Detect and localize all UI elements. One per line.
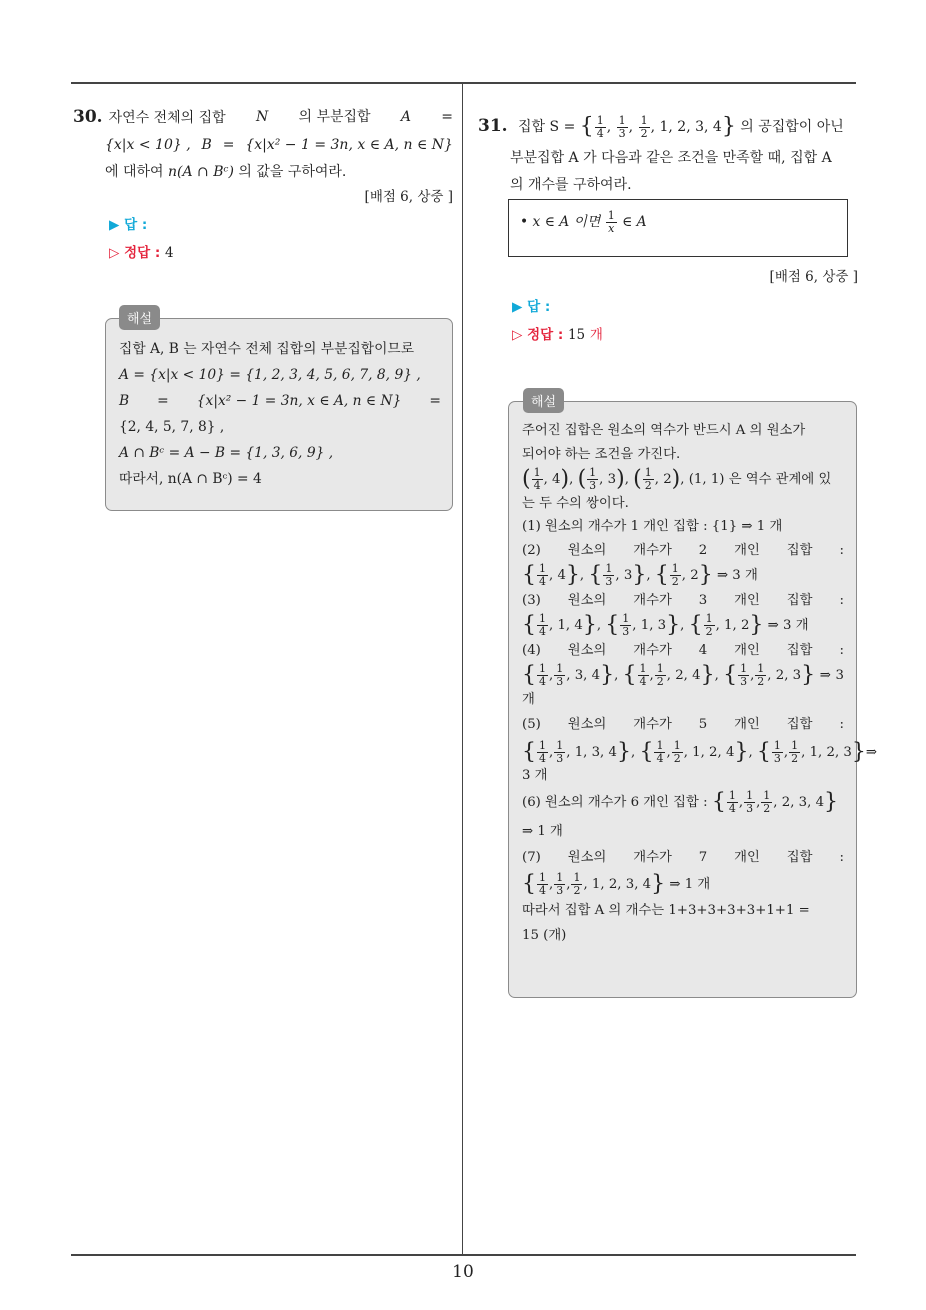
answer-label: ▶ 답 :	[512, 299, 551, 315]
correct-answer-value: 4	[164, 245, 174, 261]
correct-answer-value: 15	[567, 327, 586, 343]
correct-answer-unit: 개	[589, 327, 603, 343]
score-label: [배점 6, 상중 ]	[364, 189, 453, 205]
q31-line-1: 31. 집합 S = { $\frac{1}{4}$ , $\frac{1}{3}$ , $\frac{1}{2}$ , 1, 2, 3, 4} 의 공집합이 아닌	[478, 113, 844, 140]
correct-answer: ▷ 정답 : 15 개	[512, 327, 603, 343]
solution-30-text: 집합 A, B 는 자연수 전체 집합의 부분집합이므로 A = {x|x < 10} = {1, 2, 3, 4, 5, 6, 7, 8, 9} , B = {x|x² − 1 = 3n, x ∈ A, n ∈ N} = {2, 4, 5, 7, 8} , A ∩ Bᶜ = A − B = {1, 3, 6, 9} , 따라서, n(A ∩ Bᶜ) = 4	[119, 341, 441, 487]
top-rule	[71, 82, 856, 84]
condition-text: • x ∈ A 이면 $\frac{1}{x}$ ∈ A	[520, 209, 647, 235]
bottom-rule	[71, 1254, 856, 1256]
solution-31-text: 주어진 집합은 원소의 역수가 반드시 A 의 원소가 되어야 하는 조건을 가진다. ( $\frac{1}{4}$ , 4), ( $\frac{1}{3}$ , 3), ( $\frac{1}{2}$ , 2), (1, 1) 은 역수 관계에 있 는 두 수의 쌍이다. (1) 원소의 개수가 1 개인 집합 : {1} ⇒ 1 개 (2) 원소의 개수가 2 개인 집합 : { $\frac{1}{4}$ , 4}, { $\frac{1}{3}$ , 3}, { $\frac{1}{2}$ , 2} ⇒ 3 개 (3) 원소의 개수가 3 개인 집합 : { $\frac{1}{4}$ , 1, 4}, { $\frac{1}{3}$ , 1, 3}, { $\frac{1}{2}$ , 1, 2} ⇒ 3 개 (4) 원소의 개수가 4 개인 집합 : { $\frac{1}{4}$ , $\frac{1}{3}$ , 3, 4}, { $\frac{1}{4}$ , $\frac{1}{2}$ , 2, 4}, { $\frac{1}{3}$ , $\frac{1}{2}$ , 2, 3} ⇒ 3 개 (5) 원소의 개수가 5 개인 집합 : { $\frac{1}{4}$ , $\frac{1}{3}$ , 1, 3, 4}, { $\frac{1}{4}$ , $\frac{1}{2}$ , 1, 2, 4}, { $\frac{1}{3}$ , $\frac{1}{2}$ , 1, 2, 3} ⇒ 3 개 (6) 원소의 개수가 6 개인 집합 : { $\frac{1}{4}$ , $\frac{1}{3}$ , $\frac{1}{2}$ , 2, 3, 4} ⇒ 1 개 (7) 원소의 개수가 7 개인 집합 : { $\frac{1}{4}$ , $\frac{1}{3}$ , $\frac{1}{2}$ , 1, 2, 3, 4} ⇒ 1 개 따라서 집합 A 의 개수는 1+3+3+3+3+1+1 = 15 (개)	[522, 423, 878, 943]
page-number: 10	[452, 1262, 474, 1282]
solution-tag: 해설	[523, 388, 564, 413]
q31-answer-area	[478, 266, 858, 346]
solution-tag: 해설	[119, 305, 160, 330]
correct-answer: ▷ 정답 : 4	[109, 245, 174, 261]
q30-line-1: 30. 자연수 전체의 집합 N 의 부분집합 A =	[73, 107, 453, 127]
score-label: [배점 6, 상중 ]	[769, 269, 858, 285]
question-number: 30.	[73, 107, 103, 127]
question-30	[73, 104, 453, 264]
answer-label: ▶ 답 :	[109, 217, 148, 233]
q30-line-3: 에 대하여 n(A ∩ Bᶜ) 의 값을 구하여라.	[105, 164, 347, 180]
question-number: 31.	[478, 116, 508, 136]
q30-line-2: {x|x < 10} , B = {x|x² − 1 = 3n, x ∈ A, n ∈ N}	[105, 137, 453, 153]
question-31: 31. 집합 S = { $\frac{1}{4}$ , $\frac{1}{3}$ , $\frac{1}{2}$ , 1, 2, 3, 4} 의 공집합이 아닌 부분집합 A 가 다음과 같은 조건을 만족할 때, 집합 A 의 개수를 구하여라.	[478, 108, 858, 199]
column-divider	[462, 83, 463, 1255]
